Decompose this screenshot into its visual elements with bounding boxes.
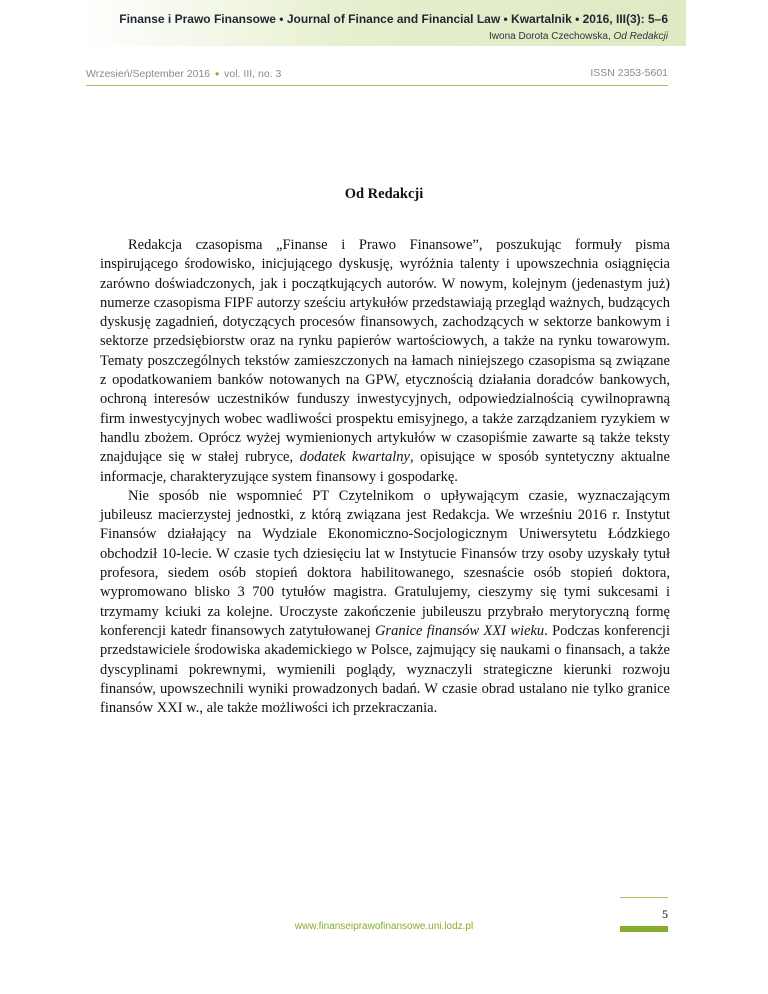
article-short-title: Od Redakcji <box>613 31 668 42</box>
issue-volume: vol. III, no. 3 <box>224 68 282 80</box>
paragraph-2-emphasis: Granice finansów XXI wieku <box>374 622 545 639</box>
page-title: Od Redakcji <box>344 186 424 202</box>
issue-date: Wrzesień/September 2016 <box>86 68 211 80</box>
issue-info <box>86 67 281 81</box>
paragraph-2-text-b: . Podczas konferencji przedstawiciele środowiska akademickiego w Polsce, zajmujący się naukami o finansach, a także dyscyplinami pokrewnymi, wymienili poglądy, wyznaczyli strategiczne kierunki rozwoju finansów, upowszechnili wyniki prowadzonych badań. W czasie obrad ustalano nie tylko granice finansów XXI w., ale także możliwości ich przekraczania. <box>100 622 670 717</box>
paragraph-1 <box>100 236 670 487</box>
author-name: Iwona Dorota Czechowska, <box>489 31 614 42</box>
header-divider <box>86 85 668 86</box>
journal-header: Finanse i Prawo Finansowe • Journal of Finance and Financial Law • Kwartalnik • 2016, III(3): 5–6 <box>119 12 668 26</box>
paragraph-2 <box>100 487 670 719</box>
bullet-icon: • <box>215 67 220 81</box>
paragraph-1-text-b: , opisujące w sposób syntetyczny aktualne informacje, charakteryzujące system finansowy i gospodarkę. <box>100 449 670 485</box>
issn: ISSN 2353-5601 <box>590 67 668 79</box>
author-header <box>489 31 668 42</box>
page-number: 5 <box>662 907 668 921</box>
footer-divider <box>620 897 668 898</box>
paragraph-2-text-a: Nie sposób nie wspomnieć PT Czytelnikom o upływającym czasie, wyznaczającym jubileusz macierzystej jednostki, z którą związana jest Redakcja. We wrześniu 2016 r. Instytut Finansów działający na Wydziale Ekonomiczno-Socjologicznym Uniwersytetu Łódzkiego obchodził 10-lecie. W czasie tych dziesięciu lat w Instytucie Finansów trzy osoby uzyskały tytuł profesora, siedem osób stopień doktora habilitowanego, szesnaście osób stopień doktora, wypromowano blisko 3 700 tytułów magistra. Gratulujemy, cieszymy się tymi sukcesami i trzymamy kciuki za kolejne. Uroczyste zakończenie jubileuszu przybrało merytoryczną formę konferencji katedr finansowych zatytułowanej <box>100 487 670 639</box>
paragraph-1-emphasis: dodatek kwartalny <box>299 449 410 466</box>
journal-url-link[interactable]: www.finanseiprawofinansowe.uni.lodz.pl <box>294 921 474 932</box>
paragraph-1-text-a: Redakcja czasopisma „Finanse i Prawo Finansowe”, poszukując formuły pisma inspirującego środowisko, inicjującego dyskusję, wyróżnia talenty i upowszechnia osiągnięcia zarówno doświadczonych, jak i początkujących autorów. W nowym, kolejnym (jedenastym już) numerze czasopisma FIPF autorzy sześciu artykułów przedstawiają przegląd ważnych, budzących dyskusję zagadnień, dotyczących procesów finansowych, zachodzących w sektorze bankowym i sektorze przedsiębiorstw oraz na rynku papierów wartościowych, a także na rynku towarowym. Tematy poszczególnych tekstów zamieszczonych na łamach niniejszego czasopisma są związane z opodatkowaniem banków notowanych na GPW, etycznością działania doradców bankowych, ochroną interesów uczestników funduszy inwestycyjnych, odpowiedzialnością cywilnoprawną firm inwestycyjnych wobec wadliwości prospektu emisyjnego, a także zarządzaniem ryzykiem w handlu zbożem. Oprócz wyżej wymienionych artykułów w czasopiśmie zawarte są także teksty znajdujące się w stałej rubryce, <box>100 237 670 466</box>
article-body <box>100 236 670 718</box>
